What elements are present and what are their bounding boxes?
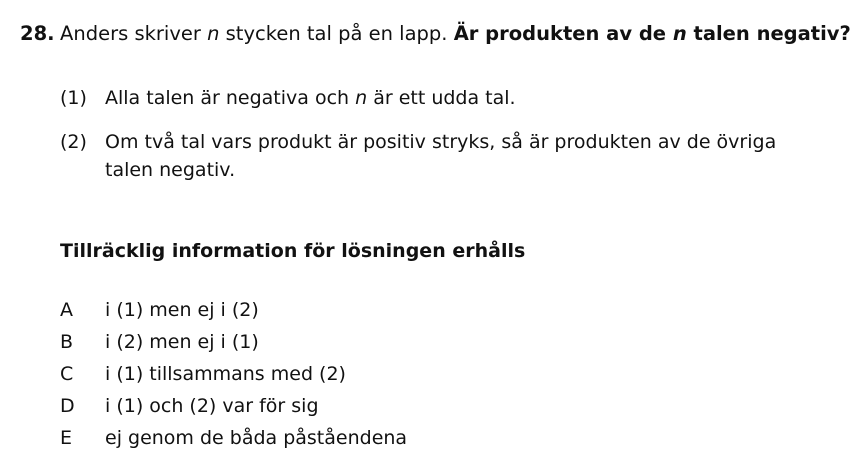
answer-options bbox=[60, 296, 660, 456]
question-prompt bbox=[454, 22, 851, 45]
statement-2 bbox=[60, 128, 800, 184]
option-b bbox=[60, 328, 660, 360]
option-a bbox=[60, 296, 660, 328]
option-e bbox=[60, 424, 660, 456]
statement-1-variable: n bbox=[355, 87, 368, 109]
option-e-letter: E bbox=[60, 427, 73, 449]
statement-2-text: Om två tal vars produkt är positiv stryks, så är produkten av de övriga talen negativ. bbox=[105, 131, 777, 181]
option-c-letter: C bbox=[60, 363, 74, 385]
option-c bbox=[60, 360, 660, 392]
subheading: Tillräcklig information för lösningen erhålls bbox=[60, 240, 526, 262]
question-number: 28. bbox=[20, 22, 55, 45]
question-intro-cont: stycken tal på en lapp. bbox=[219, 22, 454, 45]
statement-1-text-b: är ett udda tal. bbox=[367, 87, 516, 109]
statement-1-text bbox=[105, 84, 800, 112]
question-intro: Anders skriver bbox=[60, 22, 208, 45]
variable-n-bold: n bbox=[672, 22, 687, 45]
option-d-text: i (1) och (2) var för sig bbox=[105, 395, 319, 417]
option-b-letter: B bbox=[60, 331, 74, 353]
option-a-text: i (1) men ej i (2) bbox=[105, 299, 259, 321]
question-prompt-end: talen negativ? bbox=[686, 22, 851, 45]
option-b-text: i (2) men ej i (1) bbox=[105, 331, 259, 353]
option-e-text: ej genom de båda påståendena bbox=[105, 427, 408, 449]
question-prompt-start: Är produkten av de bbox=[453, 22, 673, 45]
statement-1-text-a: Alla talen är negativa och bbox=[105, 87, 356, 109]
statement-1-number: (1) bbox=[60, 87, 87, 109]
variable-n: n bbox=[207, 22, 220, 45]
statement-2-number: (2) bbox=[60, 131, 87, 153]
question-text bbox=[20, 22, 851, 45]
option-a-letter: A bbox=[60, 299, 73, 321]
option-c-text: i (1) tillsammans med (2) bbox=[105, 363, 346, 385]
option-d-letter: D bbox=[60, 395, 75, 417]
statement-1 bbox=[60, 84, 800, 112]
option-d bbox=[60, 392, 660, 424]
